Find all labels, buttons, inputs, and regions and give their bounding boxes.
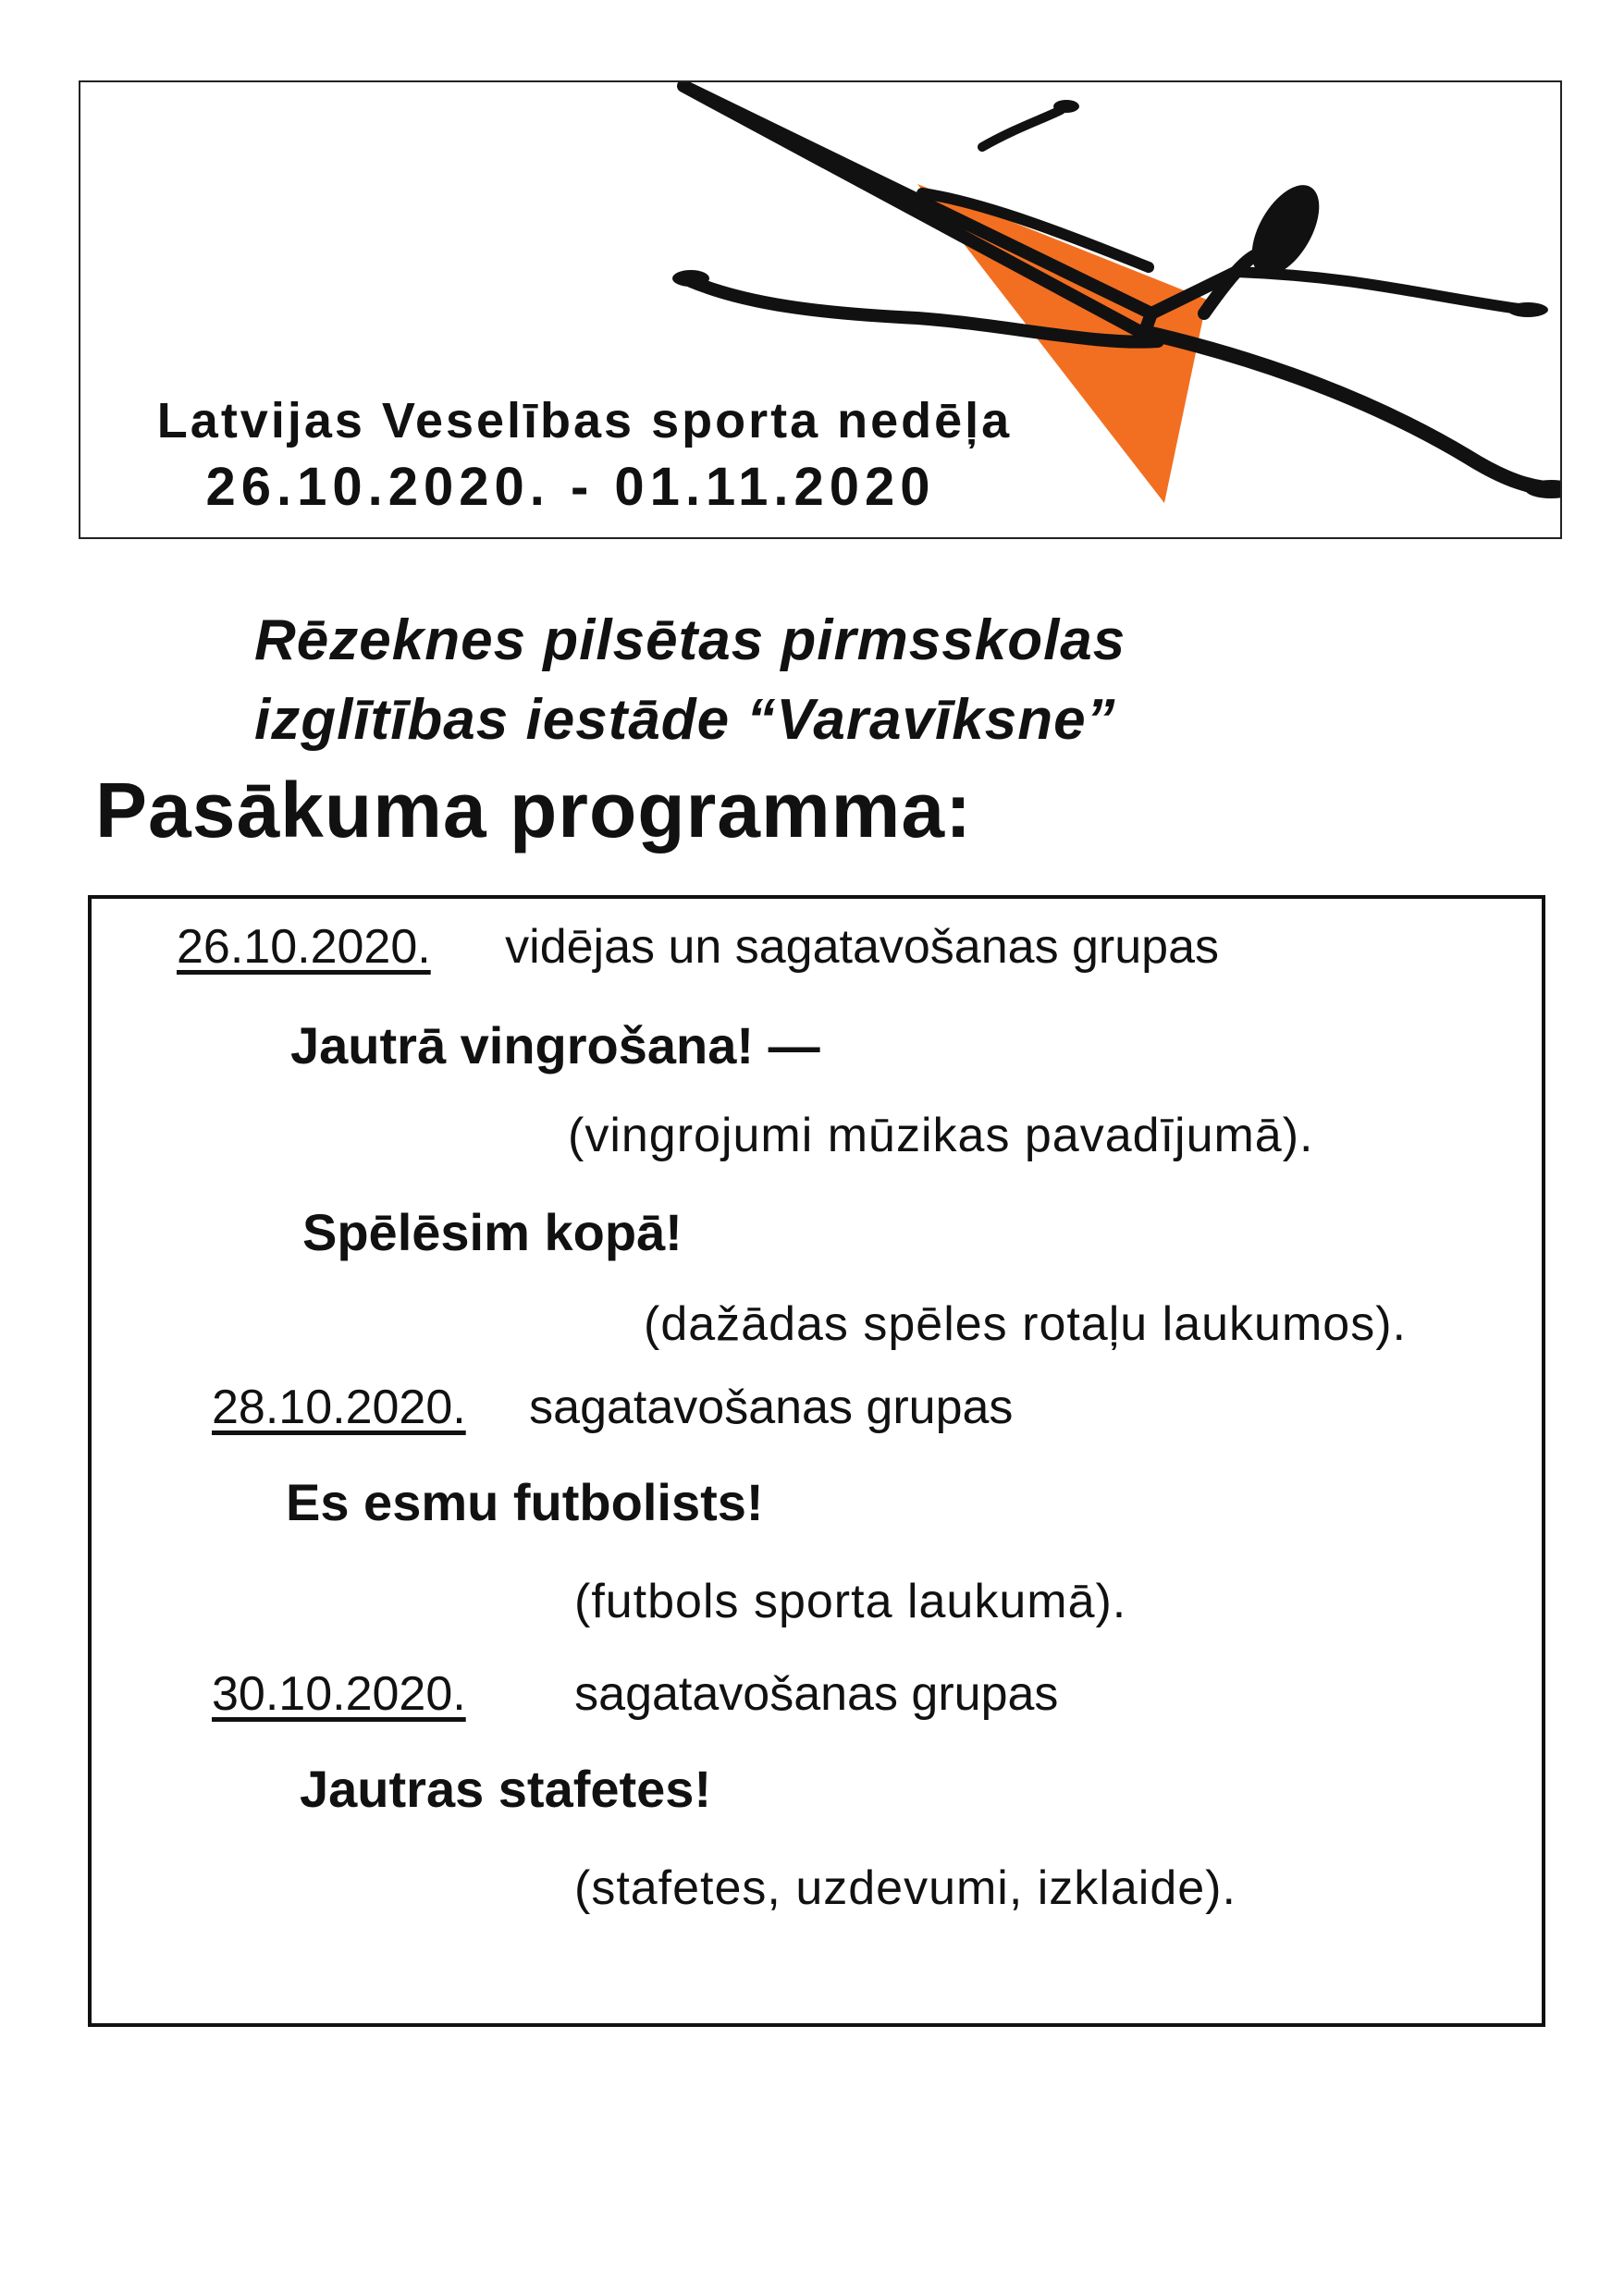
activity-description: (stafetes, uzdevumi, izklaide).	[574, 1861, 1236, 1915]
activity-description: (dažādas spēles rotaļu laukumos).	[644, 1297, 1407, 1351]
activity-title: Jautrā vingrošana! —	[290, 1016, 820, 1074]
banner-text	[99, 387, 1070, 521]
banner-title: Latvijas Veselības sporta nedēļa	[156, 393, 1013, 448]
school-name-line-1: Rēzeknes pilsētas pirmsskolas	[254, 608, 1126, 672]
program-heading: Pasākuma programma:	[95, 767, 973, 853]
day-groups: sagatavošanas grupas	[574, 1667, 1059, 1721]
program-box	[88, 895, 1545, 2027]
event-banner	[79, 80, 1562, 539]
activity-description: (vingrojumi mūzikas pavadījumā).	[568, 1109, 1314, 1162]
banner-dates: 26.10.2020. - 01.11.2020	[205, 457, 936, 517]
day-date: 26.10.2020.	[177, 920, 431, 974]
day-row	[212, 1666, 1058, 1722]
school-name-line-2: izglītības iestāde “Varavīksne”	[254, 688, 1116, 752]
activity-title: Es esmu futbolists!	[286, 1473, 764, 1531]
activity-description: (futbols sporta laukumā).	[574, 1575, 1127, 1628]
day-date: 30.10.2020.	[212, 1667, 466, 1721]
day-date: 28.10.2020.	[212, 1381, 466, 1434]
day-groups: sagatavošanas grupas	[529, 1381, 1014, 1434]
day-row	[177, 919, 1219, 975]
school-name	[254, 601, 1457, 760]
activity-title: Spēlēsim kopā!	[302, 1203, 683, 1261]
activity-title: Jautras stafetes!	[300, 1760, 712, 1818]
day-groups: vidējas un sagatavošanas grupas	[505, 920, 1220, 974]
day-row	[212, 1380, 1013, 1435]
